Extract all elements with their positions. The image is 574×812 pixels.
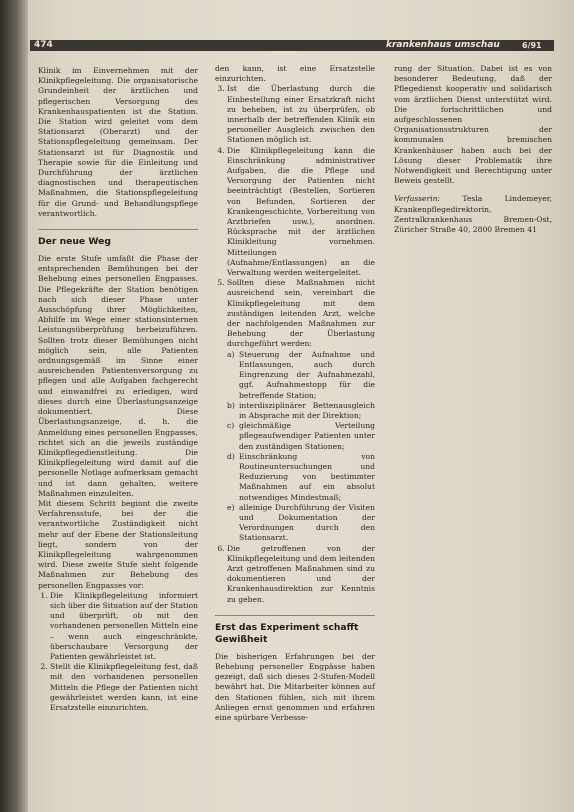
column-2 — [215, 64, 375, 723]
sub-item-label: b) — [227, 400, 235, 410]
measures-list-continued — [215, 84, 375, 604]
list-item: 6. Die getroffenen von der Klinikpflegeleitung und dem leitenden Arzt getroffenen Maßnahmen sind zu dokumentieren und der Krankenhausdirektion zur Kenntnis zu geben. — [227, 544, 375, 605]
section-heading-experiment: Erst das Experiment schafft Gewißheit — [215, 621, 359, 645]
column-1 — [38, 66, 198, 713]
section-divider — [215, 615, 375, 616]
continued-text: den kann, ist eine Ersatzstelle einzurichten. — [215, 64, 375, 84]
sub-list-item — [227, 421, 375, 452]
sub-item-label: c) — [227, 421, 235, 431]
sub-measures-list — [227, 350, 375, 544]
page-number: 474 — [34, 40, 53, 50]
issue-number: 6/91 — [522, 41, 542, 50]
list-item: 4. Die Klinikpflegeleitung kann die Einschränkung administrativer Aufgaben, die die Pflege und Versorgung der Patienten nicht beeinträchtigt (Bestellen, Sortieren von Befunden, Sortieren der Krankengeschichte, Vorbereitung von Arztbriefen usw.), anordnen. Rücksprache mit der ärztlichen Klinikleitung vornehmen. Mitteilungen (Aufnahme/Entlassungen) an die Verwaltung werden weitergeleitet. — [227, 146, 375, 279]
measures-list — [38, 591, 198, 713]
list-item: 2. Stellt die Klinikpflegeleitung fest, daß mit den vorhandenen personellen Mitteln die Pflege der Patienten nicht gewährleistet werden kann, ist eine Ersatzstelle einzurichten. — [50, 662, 198, 713]
sub-item-label: d) — [227, 451, 235, 461]
author-name: Tesla Lindemeyer, Krankenpflegedirektorin, Zentralkrankenhaus Bremen-Ost, Züricher Straße 40, 2800 Bremen 41 — [394, 194, 552, 235]
sub-list-item — [227, 349, 375, 401]
sub-item-text: alleinige Durchführung der Visiten und Dokumentation der Verordnungen durch den Stationsarzt. — [239, 502, 375, 543]
sub-list-item — [227, 451, 375, 503]
section-divider — [38, 229, 198, 230]
sub-list-item — [227, 400, 375, 421]
sub-list-item — [227, 502, 375, 544]
author-role: Verfasserin: — [394, 194, 441, 204]
body-paragraph: Die bisherigen Erfahrungen bei der Behebung personeller Engpässe haben gezeigt, daß sich dieses 2-Stufen-Modell bewährt hat. Die Mitarbeiter können auf den Stationen fühlen, sich mit ihrem Anliegen ernst genommen und erfahren eine spürbare Verbesse- — [215, 651, 375, 722]
section-heading-neuer-weg: Der neue Weg — [38, 236, 111, 248]
body-paragraph: rung der Situation. Dabei ist es von besonderer Bedeutung, daß der Pflegedienst kooperativ und solidarisch vom ärztlichen Dienst unterstützt wird. Die fortschrittlichen und aufgeschlossenen Organisationsstrukturen der kommunalen bremischen Krankenhäuser haben auch bei der Lösung dieser Problematik ihre Notwendigkeit und Berechtigung unter Beweis gestellt. — [394, 64, 552, 186]
sub-item-text: interdisziplinärer Bettenausgleich in Absprache mit der Direktion; — [239, 400, 375, 420]
sub-item-text: Einschränkung von Routineuntersuchungen und Reduzierung von bestimmter Maßnahmen auf ein absolut notwendiges Mindestmaß; — [239, 451, 375, 502]
sub-item-label: e) — [227, 502, 235, 512]
body-paragraph: Die erste Stufe umfaßt die Phase der entsprechenden Bemühungen bei der Behebung eines personellen Engpasses. Die Pflegekräfte der Station benötigen nach sich dieser Phase unter Ausschöpfung ihrer Möglichkeiten, Abhilfe im Wege einer stationsinternen Leistungsüberprüfung herbeizuführen. Sollten trotz dieser Bemühungen nicht möglich sein, alle Patienten ordnungsgemäß im Sinne einer ausreichenden Patientenversorgung zu pflegen und alle Aufgaben fachgerecht und einwandfrei zu erledigen, wird dieses durch eine Überlastungsanzeige dokumentiert. Diese Überlastungsanzeige, d. h. die Anmeldung eines personellen Engpasses, richtet sich an die jeweils zuständige Klinikpflegedienstleitung. Die Klinikpflegeleitung wird damit auf die personelle Notlage aufmerksam gemacht und ist dann gehalten, weitere Maßnahmen einzuleiten. — [38, 254, 198, 498]
sub-item-label: a) — [227, 349, 235, 359]
list-item: 3. Ist die Überlastung durch die Einbestellung einer Ersatzkraft nicht zu beheben, ist zu überprüfen, ob innerhalb der betreffenden Klinik ein personeller Ausgleich zwischen den Stationen möglich ist. — [227, 84, 375, 145]
list-item-text: Sollten diese Maßnahmen nicht ausreichend sein, vereinbart die Klinikpflegeleitung mit dem zuständigen leitenden Arzt, welche der nachfolgenden Maßnahmen zur Behebung der Überlastung durchgeführt werden: — [227, 278, 375, 349]
body-paragraph: Mit diesem Schritt beginnt die zweite Verfahrensstufe, bei der die verantwortliche Zuständigkeit nicht mehr auf der Ebene der Stationsleitung liegt, sondern von der Klinikpflegeleitung wahrgenommen wird. Diese zweite Stufe sieht folgende Maßnahmen zur Behebung des personellen Engpasses vor: — [38, 498, 198, 590]
intro-paragraph: Klinik im Einvernehmen mit der Klinikpflegeleitung. Die organisatorische Grundeinheit der ärztlichen und pflegerischen Versorgung des Krankenhauspatienten ist die Station. Die Station wird geleitet vom dem Stationsarzt (Oberarzt) und der Stationspflegeleitung gemeinsam. Der Stationsarzt ist für Diagnostik und Therapie sowie für die Einleitung und Durchführung der ärztlichen diagnostischen und therapeutischen Maßnahmen, die Stationspflegeleitung für die Grund- und Behandlungspflege verantwortlich. — [38, 66, 198, 218]
sub-item-text: Steuerung der Aufnahme und Entlassungen, auch durch Eingrenzung der Aufnahmezahl, ggf. Aufnahmestopp für die betreffende Station; — [239, 349, 375, 400]
author-note — [394, 194, 552, 235]
list-item: 1. Die Klinikpflegeleitung informiert sich über die Situation auf der Station und überprüft, ob mit den vorhandenen personellen Mitteln eine – wenn auch eingeschränkte, überschaubare Versorgung der Patienten gewährleistet ist. — [50, 591, 198, 662]
list-item — [227, 278, 375, 543]
sub-item-text: gleichmäßige Verteilung pflegeaufwendiger Patienten unter den zuständigen Stationen; — [239, 421, 375, 451]
magazine-title: krankenhaus umschau — [386, 40, 500, 50]
column-3 — [394, 64, 552, 235]
page-gutter-shadow — [0, 0, 28, 812]
